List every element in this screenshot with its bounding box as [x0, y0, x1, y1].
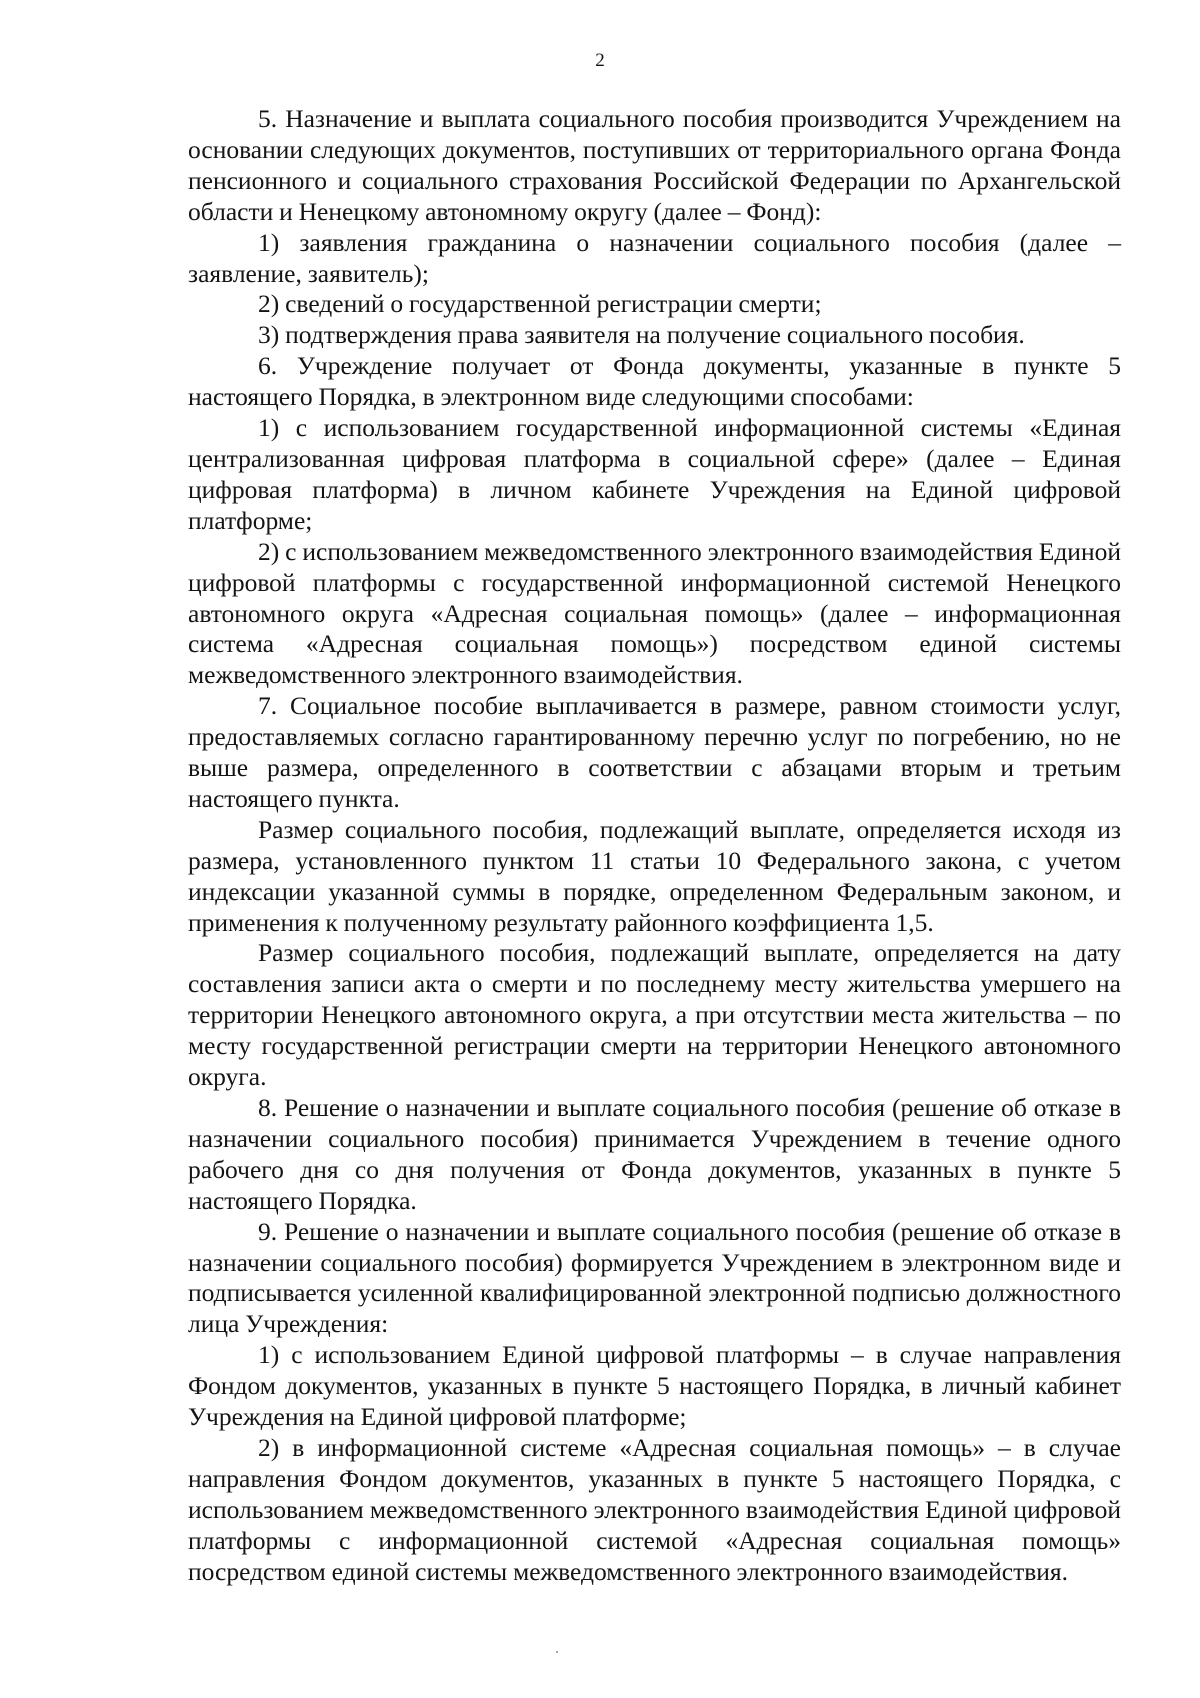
paragraph-5: 5. Назначение и выплата социального пособия производится Учреждением на основании следующих документов, поступивших от территориального органа Фонда пенсионного и социального страхования Российской Федерации по Архангельской области и Ненецкому автономному округу (далее – Фонд):	[188, 104, 1121, 226]
paragraph-5-item-3: 3) подтверждения права заявителя на получение социального пособия.	[258, 320, 1025, 350]
paragraph-9: 9. Решение о назначении и выплате социального пособия (решение об отказе в назначении социального пособия) формируется Учреждением в электронном виде и подписывается усиленной квалифицированной электронной подписью должностного лица Учреждения:	[188, 1216, 1121, 1339]
paragraph-6: 6. Учреждение получает от Фонда документы, указанные в пункте 5 настоящего Порядка, в электронном виде следующими способами:	[188, 351, 1121, 412]
paragraph-7-abzac-2: Размер социального пособия, подлежащий выплате, определяется исходя из размера, установленного пунктом 11 статьи 10 Федерального закона, с учетом индексации указанной суммы в порядке, определенном Федеральным законом, и применения к полученному результату районного коэффициента 1,5.	[188, 814, 1121, 937]
scan-speck	[556, 1651, 558, 1653]
paragraph-5-item-1: 1) заявления гражданина о назначении социального пособия (далее – заявление, заявитель);	[188, 227, 1121, 288]
paragraph-8: 8. Решение о назначении и выплате социального пособия (решение об отказе в назначении социального пособия) принимается Учреждением в течение одного рабочего дня со дня получения от Фонда документов, указанных в пункте 5 настоящего Порядка.	[188, 1093, 1121, 1215]
paragraph-5-item-2: 2) сведений о государственной регистрации смерти;	[258, 289, 822, 319]
paragraph-9-item-1: 1) с использованием Единой цифровой платформы – в случае направления Фондом документов, указанных в пункте 5 настоящего Порядка, в личный кабинет Учреждения на Единой цифровой платформе;	[188, 1340, 1121, 1432]
paragraph-7-abzac-3: Размер социального пособия, подлежащий выплате, определяется на дату составления записи акта о смерти и по последнему месту жительства умершего на территории Ненецкого автономного округа, а при отсутствии места жительства – по месту государственной регистрации смерти на территории Ненецкого автономного округа.	[188, 938, 1121, 1092]
paragraph-9-item-2: 2) в информационной системе «Адресная социальная помощь» – в случае направления Фондом документов, указанных в пункте 5 настоящего Порядка, с использованием межведомственного электронного взаимодействия Единой цифровой платформы с информационной системой «Адресная социальная помощь» посредством единой системы межведомственного электронного взаимодействия.	[188, 1432, 1121, 1586]
paragraph-7: 7. Социальное пособие выплачивается в размере, равном стоимости услуг, предоставляемых согласно гарантированному перечню услуг по погребению, но не выше размера, определенного в соответствии с абзацами вторым и третьим настоящего пункта.	[188, 691, 1121, 813]
page-number: 2	[595, 50, 605, 71]
paragraph-6-item-2: 2) с использованием межведомственного электронного взаимодействия Единой цифровой платформы с государственной информационной системой Ненецкого автономного округа «Адресная социальная помощь» (далее – информационная система «Адресная социальная помощь») посредством единой системы межведомственного электронного взаимодействия.	[188, 536, 1121, 690]
paragraph-6-item-1: 1) с использованием государственной информационной системы «Единая централизованная цифровая платформа в социальной сфере» (далее – Единая цифровая платформа) в личном кабинете Учреждения на Единой цифровой платформе;	[188, 413, 1121, 535]
document-body	[188, 104, 1121, 1588]
